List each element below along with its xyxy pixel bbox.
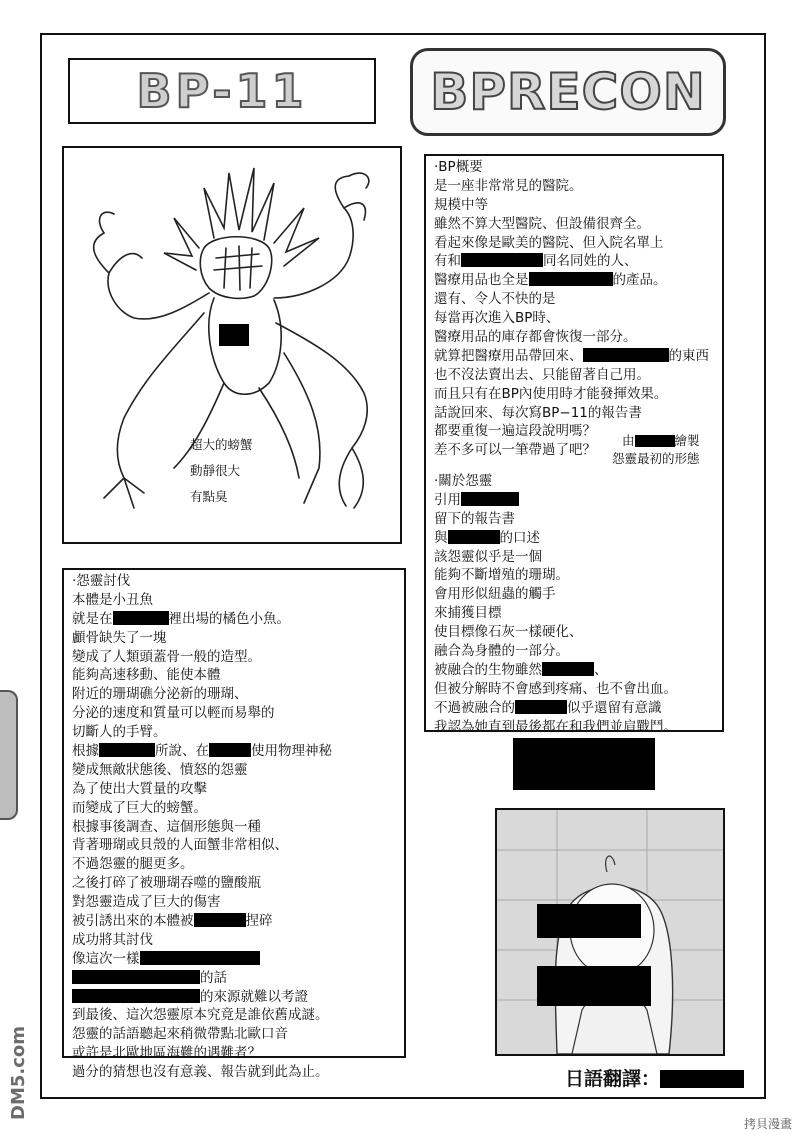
sketch-caption-line1: 由 繪製 [622,433,700,448]
overview-line-text: 雖然不算大型醫院、但設備很齊全。 [434,215,650,232]
drawing-note-1: 超大的螃蟹 [190,437,253,452]
subjugation-redaction [209,743,251,757]
overview-line-text: 是一座非常常見的醫院。 [434,177,583,194]
eye-redaction [537,904,641,938]
overview-redaction [583,348,669,362]
vengeful-line [434,623,677,642]
subjugation-line-text: 而變成了巨大的螃蟹。 [72,799,207,816]
vengeful-line [434,642,677,661]
subjugation-line-text: 怨靈的話語聽起來稍微帶點北歐口音 [72,1026,288,1043]
overview-line-text: 差不多可以一筆帶過了吧？ [434,442,596,459]
subjugation-line-text: 裡出場的橘色小魚。 [168,610,290,627]
subjugation-redaction [72,970,200,984]
vengeful-spirit-box [424,470,724,735]
subjugation-redaction [140,951,260,965]
subjugation-redaction [72,989,200,1003]
sketch-caption-line2: 怨靈最初的形態 [612,451,700,466]
subjugation-line-text: 能夠高速移動、能使本體 [72,667,221,684]
subjugation-line-text: 成功將其討伐 [72,931,153,948]
subjugation-line [72,572,332,591]
overview-line-text: 醫療用品的庫存都會恢復一部分。 [434,329,637,346]
vengeful-line-text: 引用 [434,491,461,508]
sketch-caption [612,432,700,468]
vengeful-line-text: ·關於怨靈 [434,473,493,489]
subjugation-line-text: 分泌的速度和質量可以輕而易舉的 [72,705,275,722]
subjugation-line [72,836,332,855]
subjugation-line [72,912,332,931]
subjugation-line [72,799,332,818]
overview-line-text: 看起來像是歐美的醫院、但入院名單上 [434,234,664,251]
subjugation-line-text: 被引誘出來的本體被 [72,913,194,930]
portrait-photo [495,808,725,1056]
subjugation-line-text: 顱骨缺失了一塊 [72,629,167,646]
subjugation-line [72,704,332,723]
watermark: 拷貝漫畫 [743,1117,792,1131]
vengeful-line [434,510,677,529]
vengeful-line [434,529,677,548]
subjugation-line-text: 或許是北歐地區海難的遇難者？ [72,1045,261,1062]
overview-line [434,347,709,366]
vengeful-line [434,585,677,604]
subjugation-line-text: 切斷人的手臂。 [72,724,167,741]
vengeful-spirit-text [434,472,677,736]
subjugation-line-text: 變成無敵狀態後、憤怒的怨靈 [72,761,248,778]
vengeful-line-text: 來捕獲目標 [434,605,502,622]
vengeful-line [434,548,677,567]
drawing-note-2: 動靜很大 [190,463,241,478]
subjugation-line [72,818,332,837]
vengeful-line-text: 我認為她直到最後都在和我們並肩戰鬥。 [434,718,677,735]
subjugation-line-text: 之後打碎了被珊瑚吞噬的鹽酸瓶 [72,875,261,892]
overview-line-text: 而且只有在BP內使用時才能發揮效果。 [434,385,668,402]
subjugation-line-text: 使用物理神秘 [251,743,332,760]
subjugation-line [72,1044,332,1063]
overview-redaction [461,253,543,267]
overview-line [434,385,709,404]
overview-line [434,328,709,347]
vengeful-redaction [448,530,500,544]
title-bp11-text: BP-11 [136,64,308,118]
translator-credit [565,1064,744,1091]
overview-line-text: 同名同姓的人、 [543,253,638,270]
overview-line [434,404,709,423]
vengeful-redaction [461,492,519,506]
subjugation-line [72,742,332,761]
overview-line [434,290,709,309]
subjugation-redaction [194,913,246,927]
bp-overview-text [434,158,709,460]
subjugation-line [72,648,332,667]
subjugation-line [72,893,332,912]
vengeful-line-text: 被融合的生物雖然 [434,661,542,678]
subjugation-line [72,988,332,1007]
drawing-note-3: 有點臭 [190,489,228,504]
overview-line-text: 有和 [434,253,461,270]
subjugation-line-text: 附近的珊瑚礁分泌新的珊瑚、 [72,686,248,703]
subjugation-redaction [113,611,169,625]
subjugation-line [72,723,332,742]
vengeful-line-text: 似乎還留有意識 [567,699,662,716]
subjugation-text [72,572,332,1082]
subjugation-line-text: 變成了人類頭蓋骨一般的造型。 [72,648,261,665]
vengeful-line-text: 使目標像石灰一樣硬化、 [434,624,583,641]
subjugation-line-text: 根據 [72,743,99,760]
vengeful-line-text: 不過被融合的 [434,699,515,716]
vengeful-line [434,699,677,718]
subjugation-line-text: 對怨靈造成了巨大的傷害 [72,894,221,911]
subjugation-line-text: 就是在 [72,610,113,627]
monster-drawing-box [62,146,402,544]
subjugation-line [72,591,332,610]
overview-line-text: 規模中等 [434,196,488,213]
subjugation-line-text: 本體是小丑魚 [72,591,153,608]
subjugation-line-text: 所說、在 [155,743,209,760]
overview-line-text: 也不沒法賣出去、只能留著自己用。 [434,366,650,383]
overview-line [434,366,709,385]
overview-line-text: 醫療用品也全是 [434,272,529,289]
subjugation-line [72,629,332,648]
subjugation-line-text: 背著珊瑚或貝殼的人面蟹非常相似、 [72,837,288,854]
subjugation-line [72,666,332,685]
vengeful-line [434,566,677,585]
subjugation-line-text: 捏碎 [245,913,273,930]
title-bprecon [410,48,726,136]
drawing-notes [190,432,253,510]
vengeful-line-text: 、 [594,661,608,678]
title-bp11 [68,58,376,124]
overview-line-text: 都要重復一遍這段說明嗎？ [434,423,596,440]
title-bprecon-text: BPRECON [430,63,706,121]
overview-line [434,196,709,215]
vengeful-line-text: 融合為身體的一部分。 [434,643,569,660]
vengeful-line [434,472,677,491]
vengeful-line [434,491,677,510]
vengeful-redaction [542,662,594,676]
subjugation-line-text: 的來源就難以考證 [200,988,308,1005]
overview-line-text: ·BP概要 [434,159,483,175]
name-plate-redaction [513,738,655,790]
subjugation-line [72,780,332,799]
subjugation-line-text: 不過怨靈的腿更多。 [72,856,194,873]
subjugation-line-text: ·怨靈討伐 [72,573,131,589]
subjugation-line [72,1025,332,1044]
overview-line [434,252,709,271]
site-logo: DM5.com [8,1025,29,1120]
overview-line-text: 就算把醫療用品帶回來、 [434,347,583,364]
subjugation-line-text: 的話 [200,969,227,986]
overview-line [434,177,709,196]
overview-line [434,309,709,328]
translator-redaction [660,1070,744,1088]
subjugation-line [72,855,332,874]
vengeful-line [434,680,677,699]
vengeful-line-text: 但被分解時不會感到疼痛、也不會出血。 [434,680,677,697]
vengeful-line-text: 與 [434,529,448,546]
subjugation-line-text: 根據事後調查、這個形態與一種 [72,818,261,835]
subjugation-line [72,610,332,629]
overview-line-text: 的產品。 [612,272,667,289]
subjugation-line [72,685,332,704]
subjugation-line [72,874,332,893]
subjugation-line [72,950,332,969]
subjugation-line [72,931,332,950]
overview-line [434,234,709,253]
subjugation-line-text: 像這次一樣 [72,950,140,967]
vengeful-line-text: 的口述 [499,529,540,546]
vengeful-line [434,661,677,680]
subjugation-box [62,568,406,1081]
artist-redaction [635,435,675,447]
overview-line [434,271,709,290]
subjugation-line [72,761,332,780]
overview-line [434,158,709,177]
subjugation-line [72,969,332,988]
subjugation-line-text: 到最後、這次怨靈原本究竟是誰依舊成謎。 [72,1007,329,1024]
subjugation-redaction [99,743,155,757]
vengeful-line-text: 該怨靈似乎是一個 [434,548,542,565]
side-tab [0,690,18,820]
overview-redaction [529,272,613,286]
translator-label: 日語翻譯： [565,1068,661,1090]
face-redaction [219,324,249,346]
vengeful-redaction [515,700,567,714]
subjugation-line-text: 為了使出大質量的攻擊 [72,780,207,797]
vengeful-line [434,718,677,737]
placard-redaction [537,966,651,1006]
overview-line-text: 還有、令人不快的是 [434,291,556,308]
subjugation-line [72,1006,332,1025]
subjugation-line-text: 過分的猜想也沒有意義、報告就到此為止。 [72,1064,329,1081]
overview-line-text: 話說回來、每次寫BP−11的報告書 [434,404,642,421]
overview-line-text: 的東西 [668,347,709,364]
vengeful-line [434,604,677,623]
vengeful-line-text: 會用形似紐蟲的觸手 [434,586,556,603]
overview-line-text: 每當再次進入BP時、 [434,310,560,327]
vengeful-line-text: 留下的報告書 [434,510,515,527]
vengeful-line-text: 能夠不斷增殖的珊瑚。 [434,567,569,584]
overview-line [434,215,709,234]
subjugation-line [72,1063,332,1082]
